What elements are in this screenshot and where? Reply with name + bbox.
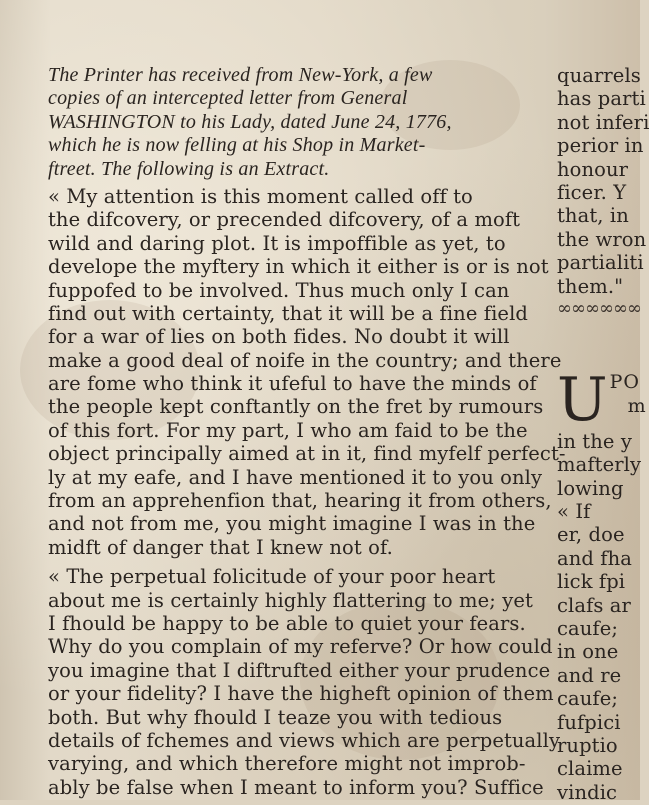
text-line: object principally aimed at in it, find myfelf perfect- [48,442,566,466]
text-line: honour [557,157,629,181]
text-line: in one [557,640,619,664]
text-line: and fha [557,546,632,570]
text-line: are fome who think it ufeful to have the minds of [48,372,537,396]
text-line: claime [557,757,623,781]
text-line: ficer. Y [557,180,627,204]
text-line: has parti [557,87,646,111]
text-line: fuppofed to be involved. Thus much only I can [48,278,510,302]
text-line: er, doe [557,523,625,547]
text-line: varying, and which therefore might not improb- [48,752,526,776]
text-line: perior in [557,134,644,158]
text-line: of this fort. For my part, I who am faid to be the [48,418,528,442]
text-line: make a good deal of noife in the country; and there [48,348,562,372]
lead-paragraph [48,64,548,181]
drop-cap-continuation: PO [609,370,640,393]
text-line: lowing [557,476,624,500]
drop-cap-continuation: m [627,394,646,417]
text-line: « The perpetual folicitude of your poor heart [48,565,496,589]
text-line: quarrels [557,64,641,87]
drop-cap: U [557,364,608,435]
text-line: and re [557,663,622,687]
text-line: the wron [557,227,647,251]
text-line: for a war of lies on both fides. No doubt it will [48,325,510,349]
text-line: I fhould be happy to be able to quiet your fears. [48,611,526,635]
text-line: ruptio [557,733,618,757]
ornamental-rule: ∞∞∞∞∞∞ [557,297,641,319]
text-line: or your fidelity? I have the higheft opinion of them [48,682,554,706]
lead-line: which he is now felling at his Shop in Market- [48,134,426,157]
drop-cap-block [557,364,646,435]
text-line: clafs ar [557,593,631,617]
text-line: ly at my eafe, and I have mentioned it to you only [48,465,543,489]
text-line: ably be false when I meant to inform you? Suffice [48,775,544,799]
text-line: Why do you complain of my referve? Or how could [48,635,553,659]
text-line: caufe; [557,687,619,711]
text-line: the difcovery, or precended difcovery, of a moft [48,208,521,232]
text-line: in the y [557,429,632,453]
text-line: find out with certainty, that it will be a fine field [48,301,528,325]
text-line: develope the myftery in which it either is or is not [48,255,549,279]
text-line: vindic [557,780,618,804]
text-line: wild and daring plot. It is impoffible as yet, to [48,231,506,255]
lead-line: WASHINGTON to his Lady, dated June 24, 1776, [48,110,452,133]
text-line: partialiti [557,251,644,275]
text-line: them." [557,274,624,298]
text-line: the people kept conftantly on the fret by rumours [48,395,544,419]
right-column [557,64,649,804]
text-line: both. But why fhould I teaze you with tedious [48,705,503,729]
text-line: « My attention is this moment called off to [48,184,473,208]
text-line: about me is certainly highly flattering to me; yet [48,588,533,612]
letter-paragraph-1 [48,184,566,559]
lead-line: copies of an intercepted letter from General [48,87,408,110]
text-line: caufe; [557,617,619,641]
column-gap [557,320,640,370]
text-line: fufpici [557,710,621,734]
text-line: not inferi [557,110,649,134]
left-column [48,64,566,805]
lead-line: ftreet. The following is an Extract. [48,157,330,180]
letter-paragraph-2 [48,565,561,799]
text-line: that, in [557,204,629,228]
text-line: you imagine that I diftrufted either your prudence [48,658,551,682]
text-line: lick fpi [557,570,626,594]
text-line: details of fchemes and views which are perpetually [48,728,561,752]
text-line: from an apprehenfion that, hearing it from others, [48,489,552,513]
text-line: mafterly [557,453,642,477]
text-line: and not from me, you might imagine I was in the [48,512,536,536]
text-line: « If [557,500,591,524]
text-line: midft of danger that I knew not of. [48,535,393,559]
lead-line: The Printer has received from New-York, a few [48,64,433,86]
